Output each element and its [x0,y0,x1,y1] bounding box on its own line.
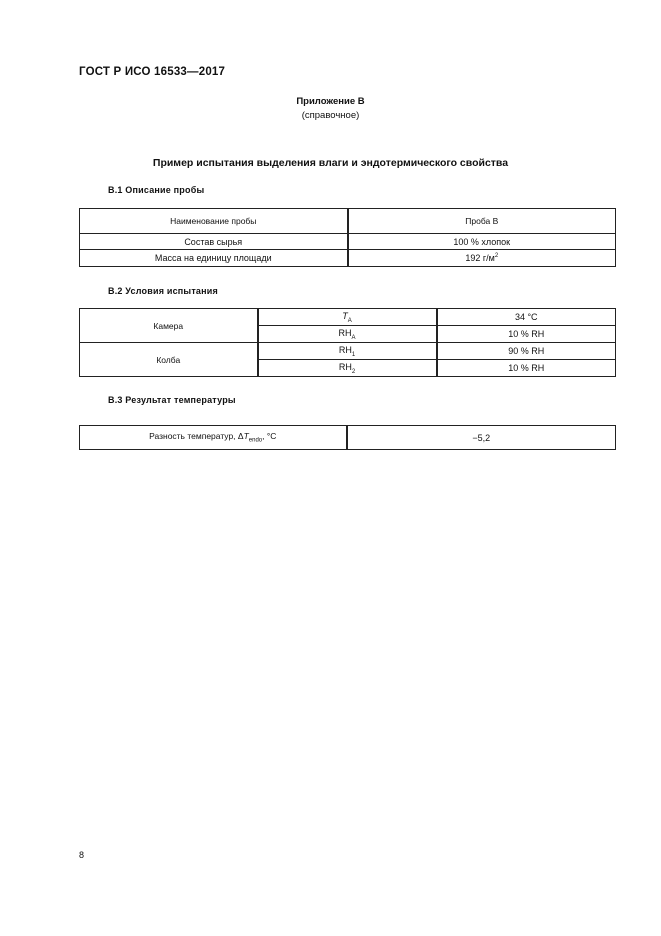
param-cell [258,343,437,360]
annex-subtitle: (справочное) [301,110,360,121]
table-row [80,343,616,360]
value-cell: 90 % RH [437,343,616,360]
result-label-subscript: endo [248,437,263,444]
table-cell-value [348,250,616,267]
test-conditions-table [79,308,616,377]
temperature-result-table [79,425,616,450]
main-title: Пример испытания выделения влаги и эндотермического свойства [152,157,509,169]
sample-description-table [79,208,616,267]
result-label-cell [80,426,347,450]
section-heading-3: В.3 Результат температуры [108,395,236,405]
value-cell: 34 °C [437,309,616,326]
value-cell: 10 % RH [437,360,616,377]
result-label-suffix: , °C [262,431,277,442]
param-symbol: RH [338,327,352,338]
value-cell: 10 % RH [437,326,616,343]
param-cell [258,309,437,326]
param-subscript: 1 [351,351,356,358]
section-heading-2: В.2 Условия испытания [108,286,218,296]
param-symbol: T [342,310,348,321]
param-subscript: A [351,334,356,341]
group-label-chamber: Камера [80,309,258,343]
result-value-cell: −5,2 [347,426,616,450]
result-label-variable: T [243,431,249,442]
table-row [80,234,616,250]
section-heading-1: В.1 Описание пробы [108,185,205,195]
mass-unit-exponent: 2 [494,253,499,259]
page-number: 8 [79,850,85,860]
mass-value: 192 г/м [465,253,495,263]
param-cell [258,360,437,377]
table-cell-label: Состав сырья [80,234,348,250]
result-label-prefix: Разность температур, Δ [149,431,244,442]
param-subscript: A [347,317,352,324]
table-row [80,209,616,234]
table-cell-label: Наименование пробы [80,209,348,234]
table-row [80,250,616,267]
table-row [80,426,616,450]
param-subscript: 2 [351,368,356,375]
table-cell-value: Проба В [348,209,616,234]
param-symbol: RH [338,361,352,372]
annex-title: Приложение В [296,96,365,107]
group-label-flask: Колба [80,343,258,377]
table-row [80,309,616,326]
param-cell [258,326,437,343]
table-cell-label: Масса на единицу площади [80,250,348,267]
document-code: ГОСТ Р ИСО 16533—2017 [79,66,226,78]
table-cell-value: 100 % хлопок [348,234,616,250]
param-symbol: RH [338,344,352,355]
